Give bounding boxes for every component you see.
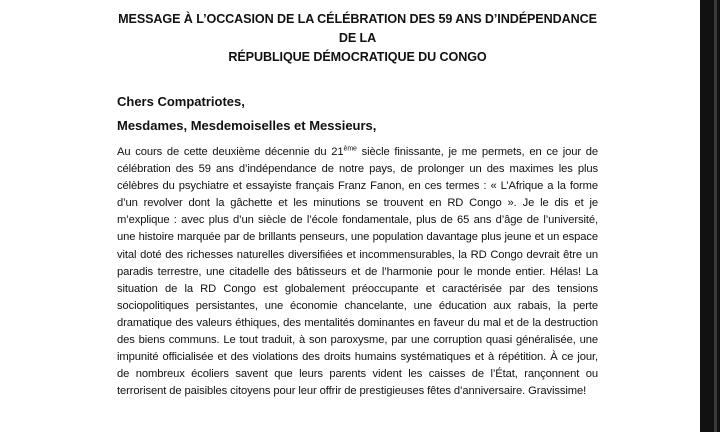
scrollbar-thumb[interactable] xyxy=(714,0,717,432)
title-line-2: RÉPUBLIQUE DÉMOCRATIQUE DU CONGO xyxy=(228,50,487,64)
title-line-1: MESSAGE À L’OCCASION DE LA CÉLÉBRATION DES 59 ANS D’INDÉPENDANCE DE LA xyxy=(118,12,597,45)
salutation-audience: Mesdames, Mesdemoiselles et Messieurs, xyxy=(117,118,377,133)
body-paragraph xyxy=(117,144,598,400)
body-text-start: Au cours de cette deuxième décennie du 21 xyxy=(117,146,344,158)
salutation-compatriots: Chers Compatriotes, xyxy=(117,94,245,109)
vertical-scrollbar[interactable] xyxy=(700,0,720,432)
century-superscript: ème xyxy=(343,145,357,153)
document-title xyxy=(117,10,598,67)
body-text-rest: siècle finissante, je me permets, en ce jour de célébration des 59 ans d’indépendance de notre pays, de prolonger un des maximes les plus célèbres du psychiatre et essayiste français Franz Fanon, en ces termes : « L’Afrique a la forme d’un revolver dont la gâchette et les minutions se trouvent en RD Congo ». Je le dis et je m’explique : avec plus d’un siècle de l’école fondamentale, plus de 65 ans d’âge de l’université, une histoire marquée par de brillants penseurs, une population davantage plus jeune et un espace vital doté des richesses naturelles diversifiées et incommensurables, la RD Congo devrait être un paradis terrestre, une citadelle des bâtisseurs et de l’harmonie pour le monde entier. Hélas! La situation de la RD Congo est globalement préoccupante et caractérisée par des tensions sociopolitiques persistantes, une économie chancelante, une éducation aux rabais, la perte dramatique des valeurs éthiques, des mentalités dominantes en faveur du mal et de la destruction des biens communs. Le tout traduit, à son paroxysme, par une corruption quasi généralisée, une impunité officialisée et des violations des droits humains systématiques et à répétition. À ce jour, de nombreux écoliers savent que leurs parents vident les caisses de l’État, rançonnent ou terrorisent de paisibles citoyens pour leur offrir de prestigieuses fêtes d’anniversaire. Gravissime! xyxy=(117,146,598,398)
